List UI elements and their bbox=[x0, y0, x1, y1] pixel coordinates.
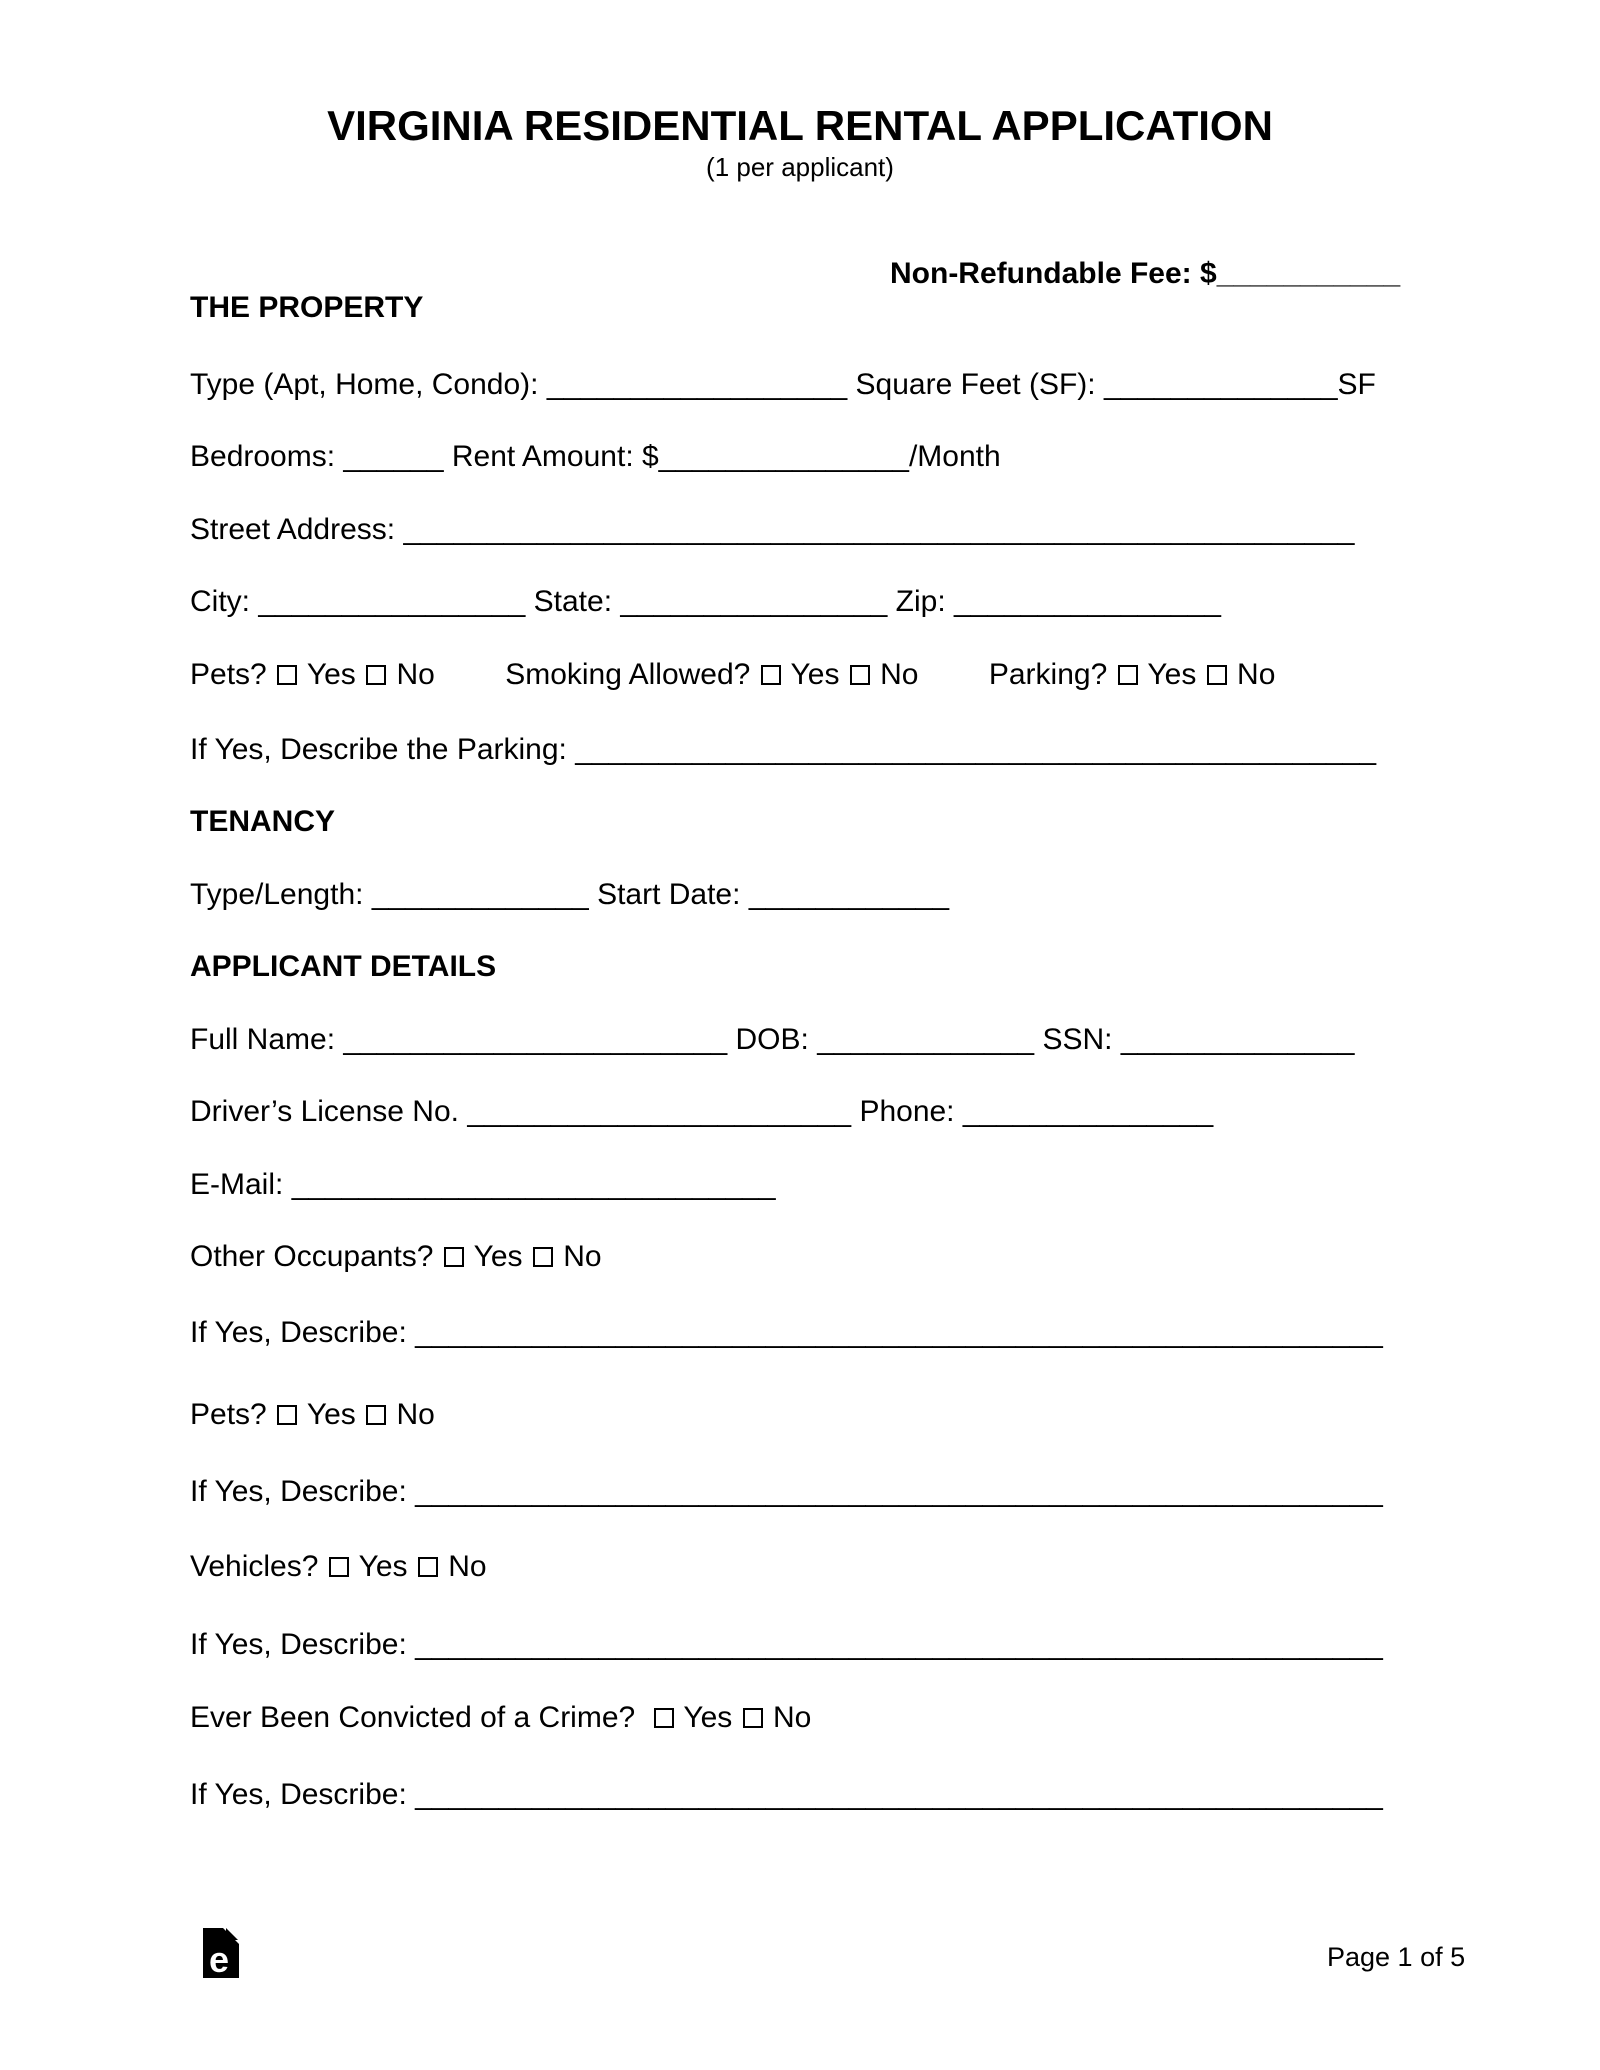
applicant-pets-yes-label: Yes bbox=[306, 1398, 356, 1431]
occupants-no-label: No bbox=[563, 1240, 602, 1273]
parking-question-group bbox=[989, 658, 1276, 691]
state-blank-field[interactable]: ________________ bbox=[620, 585, 888, 618]
crime-question-group bbox=[190, 1701, 811, 1734]
parking-describe-line bbox=[190, 731, 1376, 769]
fee-line bbox=[890, 255, 1400, 293]
fee-blank-field[interactable]: ___________ bbox=[1216, 257, 1401, 290]
other-occupants-line bbox=[190, 1238, 602, 1276]
property-type-label: Type (Apt, Home, Condo): bbox=[190, 368, 539, 401]
occupants-no-checkbox[interactable] bbox=[533, 1247, 553, 1267]
smoking-question-label: Smoking Allowed? bbox=[505, 658, 751, 691]
smoking-yes-label: Yes bbox=[790, 658, 840, 691]
type-length-blank-field[interactable]: _____________ bbox=[371, 878, 589, 911]
pets-yes-label: Yes bbox=[306, 658, 356, 691]
section-heading-property: THE PROPERTY bbox=[190, 291, 424, 324]
applicant-pets-yes-checkbox[interactable] bbox=[277, 1405, 297, 1425]
pets-question-label: Pets? bbox=[190, 658, 267, 691]
fee-label: Non-Refundable Fee: $ bbox=[890, 257, 1217, 290]
crime-line bbox=[190, 1699, 811, 1737]
vehicles-describe-line bbox=[190, 1626, 1383, 1664]
applicant-pets-no-label: No bbox=[396, 1398, 435, 1431]
crime-no-label: No bbox=[773, 1701, 812, 1734]
pets-no-label: No bbox=[396, 658, 435, 691]
zip-label: Zip: bbox=[895, 585, 946, 618]
pets-describe-label: If Yes, Describe: bbox=[190, 1475, 407, 1508]
type-length-label: Type/Length: bbox=[190, 878, 364, 911]
street-address-line bbox=[190, 511, 1354, 549]
property-type-blank-field[interactable]: __________________ bbox=[546, 368, 848, 401]
full-name-line bbox=[190, 1021, 1354, 1059]
license-phone-line bbox=[190, 1093, 1213, 1131]
rent-amount-label: Rent Amount: $ bbox=[451, 440, 659, 473]
dob-blank-field[interactable]: _____________ bbox=[817, 1023, 1035, 1056]
email-blank-field[interactable]: _____________________________ bbox=[291, 1168, 776, 1201]
occupants-describe-line bbox=[190, 1314, 1383, 1352]
vehicles-describe-blank-field[interactable]: __________________________________________________________ bbox=[415, 1628, 1383, 1661]
vehicles-no-label: No bbox=[448, 1550, 487, 1583]
smoking-no-checkbox[interactable] bbox=[850, 665, 870, 685]
rent-amount-blank-field[interactable]: _______________ bbox=[658, 440, 909, 473]
drivers-license-blank-field[interactable]: _______________________ bbox=[467, 1095, 852, 1128]
vehicles-line bbox=[190, 1548, 487, 1586]
page-title: VIRGINIA RESIDENTIAL RENTAL APPLICATION bbox=[327, 102, 1273, 149]
crime-question-label: Ever Been Convicted of a Crime? bbox=[190, 1701, 636, 1734]
square-feet-blank-field[interactable]: ______________ bbox=[1103, 368, 1338, 401]
section-heading-tenancy: TENANCY bbox=[190, 805, 336, 838]
crime-describe-line bbox=[190, 1776, 1383, 1814]
vehicles-yes-checkbox[interactable] bbox=[329, 1557, 349, 1577]
occupants-describe-label: If Yes, Describe: bbox=[190, 1316, 407, 1349]
eforms-logo-icon bbox=[203, 1928, 239, 1978]
pets-describe-line bbox=[190, 1473, 1383, 1511]
parking-describe-label: If Yes, Describe the Parking: bbox=[190, 733, 567, 766]
occupants-describe-blank-field[interactable]: __________________________________________________________ bbox=[415, 1316, 1383, 1349]
drivers-license-label: Driver’s License No. bbox=[190, 1095, 459, 1128]
vehicles-describe-label: If Yes, Describe: bbox=[190, 1628, 407, 1661]
pets-yes-checkbox[interactable] bbox=[277, 665, 297, 685]
square-feet-label: Square Feet (SF): bbox=[855, 368, 1096, 401]
street-address-label: Street Address: bbox=[190, 513, 396, 546]
ssn-label: SSN: bbox=[1042, 1023, 1113, 1056]
page-subtitle: (1 per applicant) bbox=[706, 152, 894, 182]
parking-describe-blank-field[interactable]: ________________________________________________ bbox=[575, 733, 1377, 766]
applicant-pets-no-checkbox[interactable] bbox=[366, 1405, 386, 1425]
street-address-blank-field[interactable]: _________________________________________________________ bbox=[403, 513, 1355, 546]
smoking-no-label: No bbox=[880, 658, 919, 691]
vehicles-yes-label: Yes bbox=[358, 1550, 408, 1583]
applicant-pets-question-label: Pets? bbox=[190, 1398, 267, 1431]
dob-label: DOB: bbox=[735, 1023, 809, 1056]
section-heading-applicant-details: APPLICANT DETAILS bbox=[190, 950, 497, 983]
page-number: Page 1 of 5 bbox=[1327, 1942, 1466, 1972]
applicant-pets-line bbox=[190, 1396, 435, 1434]
start-date-blank-field[interactable]: ____________ bbox=[748, 878, 950, 911]
pets-question-group bbox=[190, 658, 443, 691]
vehicles-question-group bbox=[190, 1550, 487, 1583]
ssn-blank-field[interactable]: ______________ bbox=[1120, 1023, 1355, 1056]
email-label: E-Mail: bbox=[190, 1168, 284, 1201]
email-line bbox=[190, 1166, 776, 1204]
parking-yes-label: Yes bbox=[1147, 658, 1197, 691]
start-date-label: Start Date: bbox=[597, 878, 741, 911]
occupants-question-group bbox=[190, 1240, 602, 1273]
bedrooms-rent-line bbox=[190, 438, 1001, 476]
bedrooms-label: Bedrooms: bbox=[190, 440, 336, 473]
crime-describe-blank-field[interactable]: __________________________________________________________ bbox=[415, 1778, 1383, 1811]
crime-yes-label: Yes bbox=[683, 1701, 733, 1734]
state-label: State: bbox=[533, 585, 613, 618]
svg-text:e: e bbox=[209, 1939, 230, 1978]
pets-describe-blank-field[interactable]: __________________________________________________________ bbox=[415, 1475, 1383, 1508]
parking-yes-checkbox[interactable] bbox=[1118, 665, 1138, 685]
occupants-yes-label: Yes bbox=[473, 1240, 523, 1273]
city-label: City: bbox=[190, 585, 250, 618]
occupants-question-label: Other Occupants? bbox=[190, 1240, 434, 1273]
phone-blank-field[interactable]: _______________ bbox=[962, 1095, 1214, 1128]
applicant-pets-question-group bbox=[190, 1398, 435, 1431]
property-type-line bbox=[190, 366, 1376, 404]
city-blank-field[interactable]: ________________ bbox=[258, 585, 526, 618]
crime-describe-label: If Yes, Describe: bbox=[190, 1778, 407, 1811]
full-name-blank-field[interactable]: _______________________ bbox=[343, 1023, 728, 1056]
crime-no-checkbox[interactable] bbox=[743, 1708, 763, 1728]
pets-no-checkbox[interactable] bbox=[366, 665, 386, 685]
square-feet-suffix: SF bbox=[1337, 368, 1376, 401]
parking-no-label: No bbox=[1237, 658, 1276, 691]
phone-label: Phone: bbox=[859, 1095, 955, 1128]
city-state-zip-line bbox=[190, 583, 1221, 621]
vehicles-no-checkbox[interactable] bbox=[418, 1557, 438, 1577]
smoking-question-group bbox=[505, 658, 927, 691]
zip-blank-field[interactable]: ________________ bbox=[954, 585, 1221, 618]
vehicles-question-label: Vehicles? bbox=[190, 1550, 319, 1583]
rent-amount-suffix: /Month bbox=[908, 440, 1001, 473]
crime-yes-checkbox[interactable] bbox=[654, 1708, 674, 1728]
parking-question-label: Parking? bbox=[988, 658, 1108, 691]
smoking-yes-checkbox[interactable] bbox=[761, 665, 781, 685]
full-name-label: Full Name: bbox=[190, 1023, 336, 1056]
parking-no-checkbox[interactable] bbox=[1207, 665, 1227, 685]
property-questions-line bbox=[190, 656, 1275, 694]
bedrooms-blank-field[interactable]: ______ bbox=[343, 440, 444, 473]
tenancy-line bbox=[190, 876, 949, 914]
occupants-yes-checkbox[interactable] bbox=[444, 1247, 464, 1267]
